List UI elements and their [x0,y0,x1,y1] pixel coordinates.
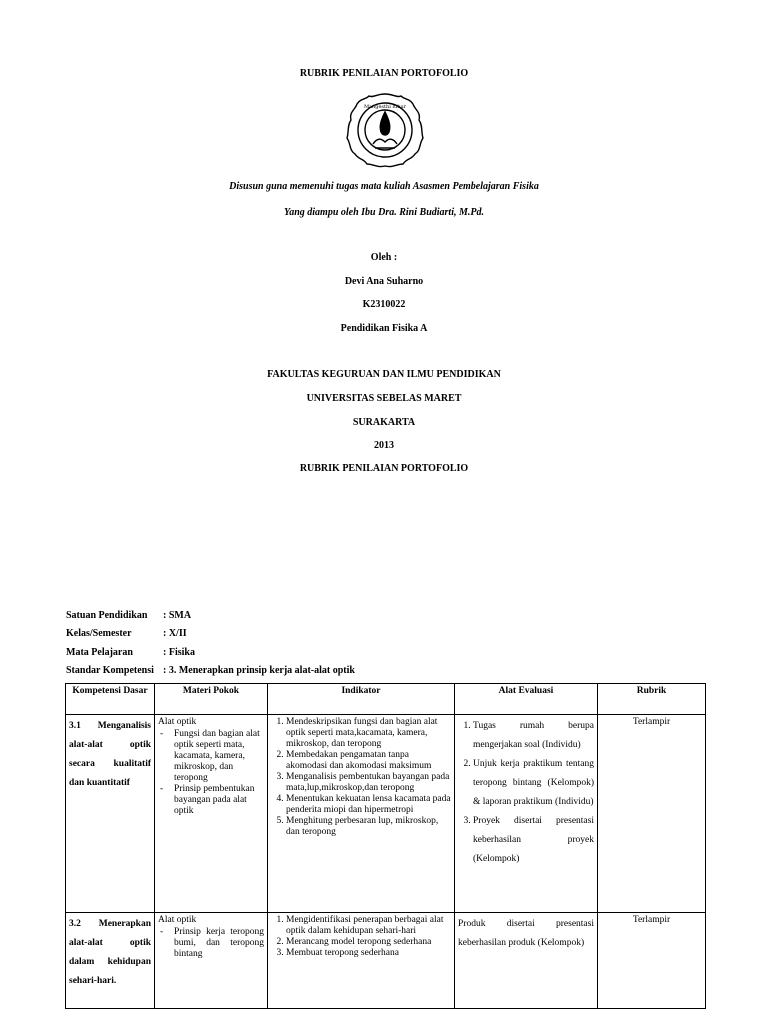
svg-text:Mangesthi luhur: Mangesthi luhur [363,104,407,110]
list-item: 1. Tugas rumah berupa mengerjakan soal (Individu) [473,717,594,755]
list-item: 3. Proyek disertai presentasi keberhasilan proyek (Kelompok) [473,812,594,869]
meta-sk-value: : 3. Menerapkan prinsip kerja alat-alat optik [163,665,355,676]
meta-kelas [66,628,187,639]
list-item: 2. Unjuk kerja praktikum tentang teropong bintang (Kelompok) & laporan praktikum (Individu) [473,755,594,812]
university-name: UNIVERSITAS SEBELAS MARET [306,393,462,404]
meta-mapel-value: : Fisika [163,647,195,658]
header-kompetensi: Kompetensi Dasar [66,684,155,715]
materi-cell [155,715,268,913]
kd-cell: 3.2 Menerapkan alat-alat optik dalam kehidupan sehari-hari. [66,913,155,1009]
list-item: 3. Menganalisis pembentukan bayangan pada mata,lup,mikroskop,dan teropong [286,772,451,794]
materi-cell [155,913,268,1009]
study-program: Pendidikan Fisika A [340,323,428,334]
university-seal-logo [343,88,427,172]
indikator-cell [268,913,455,1009]
table-row [66,715,706,913]
header-rubrik: Rubrik [598,684,706,715]
list-item: 2. Merancang model teropong sederhana [286,937,451,948]
by-label: Oleh : [370,252,398,263]
meta-sk [66,665,355,676]
meta-satuan [66,610,191,621]
rubric-title: RUBRIK PENILAIAN PORTOFOLIO [299,463,469,474]
table-header-row [66,684,706,715]
evaluasi-cell [455,715,598,913]
list-item: 5. Menghitung perbesaran lup, mikroskop, dan teropong [286,816,451,838]
meta-sk-label: Standar Kompetensi [66,665,154,676]
list-item: 4. Menentukan kekuatan lensa kacamata pada penderita miopi dan hipermetropi [286,794,451,816]
list-item: 2. Membedakan pengamatan tanpa akomodasi dan akomodasi maksimum [286,750,451,772]
list-item: 1. Mengidentifikasi penerapan berbagai alat optik dalam kehidupan sehari-hari [286,915,451,937]
indikator-list [271,717,451,838]
student-number: K2310022 [362,299,406,310]
list-item: - Prinsip pembentukan bayangan pada alat optik [174,784,264,817]
indikator-cell [268,715,455,913]
indikator-list [271,915,451,959]
list-item: - Fungsi dan bagian alat optik seperti mata, kacamata, kamera, mikroskop, dan teropong [174,729,264,784]
rubric-table [65,683,706,1009]
header-evaluasi: Alat Evaluasi [455,684,598,715]
header-materi: Materi Pokok [155,684,268,715]
list-item: 3. Membuat teropong sederhana [286,948,451,959]
rubrik-cell: Terlampir [598,913,706,1009]
materi-title: Alat optik [158,717,197,727]
meta-mapel-label: Mata Pelajaran [66,647,133,658]
cover-title: RUBRIK PENILAIAN PORTOFOLIO [299,68,469,79]
materi-title: Alat optik [158,915,197,925]
meta-satuan-value: : SMA [163,610,192,621]
author-name: Devi Ana Suharno [344,276,424,287]
list-item: 1. Mendeskripsikan fungsi dan bagian alat optik seperti mata,kacamata, kamera, mikroskop, dan teropong [286,717,451,750]
purpose-line-1: Disusun guna memenuhi tugas mata kuliah Asasmen Pembelajaran Fisika [229,181,539,192]
evaluasi-list [458,717,594,869]
kd-cell: 3.1 Menganalisis alat-alat optik secara kualitatif dan kuantitatif [66,715,155,913]
city-name: SURAKARTA [352,417,416,428]
meta-mapel [66,647,195,658]
year: 2013 [374,440,394,451]
list-item: - Prinsip kerja teropong bumi, dan teropong bintang [174,927,264,960]
meta-kelas-value: : X/II [163,628,187,639]
materi-list [158,927,264,960]
faculty-name: FAKULTAS KEGURUAN DAN ILMU PENDIDIKAN [267,369,501,380]
materi-list [158,729,264,817]
header-indikator: Indikator [268,684,455,715]
table-row [66,913,706,1009]
evaluasi-cell: Produk disertai presentasi keberhasilan produk (Kelompok) [455,913,598,1009]
purpose-line-2: Yang diampu oleh Ibu Dra. Rini Budiarti, M.Pd. [284,207,484,218]
rubrik-cell: Terlampir [598,715,706,913]
meta-kelas-label: Kelas/Semester [66,628,132,639]
meta-satuan-label: Satuan Pendidikan [66,610,148,621]
